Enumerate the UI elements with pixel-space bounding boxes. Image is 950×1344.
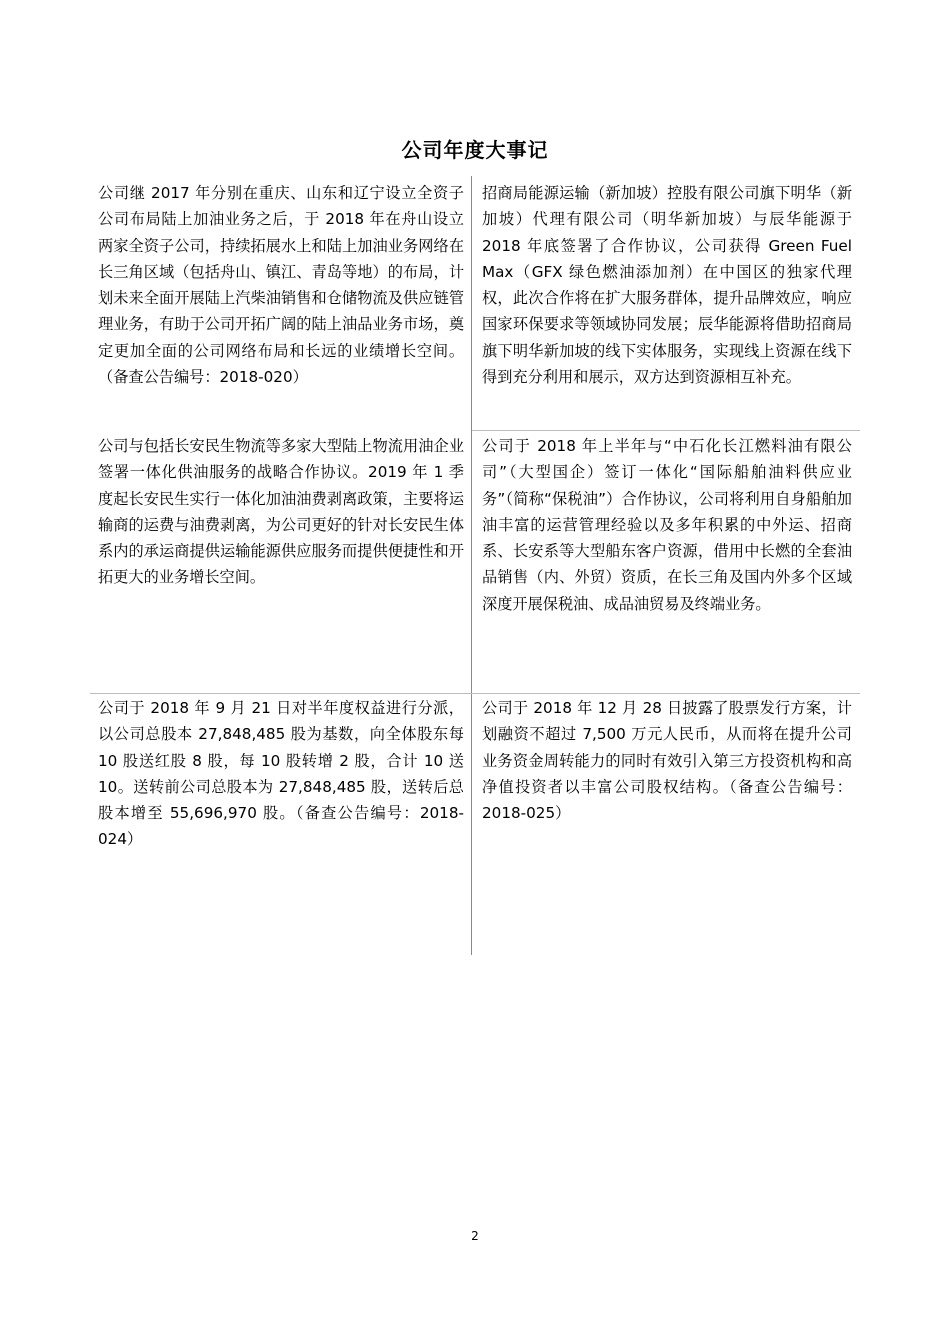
page-title: 公司年度大事记: [401, 138, 549, 162]
events-table: [90, 176, 860, 955]
event-cell-2-right: 公司于 2018 年上半年与“中石化长江燃料油有限公司”（大型国企）签订一体化“国际船舶油料供应业务”（简称“保税油”）合作协议，公司将利用自身船舶加油丰富的运营管理经验以及多年积累的中外运、招商系、长安系等大型船东客户资源，借用中长燃的全套油品销售（内、外贸）资质，在长三角及国内外多个区域深度开展保税油、成品油贸易及终端业务。: [482, 437, 852, 613]
event-cell-2-left: 公司与包括长安民生物流等多家大型陆上物流用油企业签署一体化供油服务的战略合作协议。2019 年 1 季度起长安民生实行一体化加油油费剥离政策，主要将运输商的运费与油费剥离，为公司更好的针对长安民生体系内的承运商提供运输能源供应服务而提供便捷性和开拓更大的业务增长空间。: [98, 437, 464, 587]
event-cell-1-left: 公司继 2017 年分别在重庆、山东和辽宁设立全资子公司布局陆上加油业务之后，于 2018 年在舟山设立两家全资子公司，持续拓展水上和陆上加油业务网络在长三角区域（包括舟山、镇江、青岛等地）的布局，计划未来全面开展陆上汽柴油销售和仓储物流及供应链管理业务，有助于公司开拓广阔的陆上油品业务市场，奠定更加全面的公司网络布局和长远的业绩增长空间。（备查公告编号：2018-020）: [98, 184, 464, 387]
event-cell-3-left: 公司于 2018 年 9 月 21 日对半年度权益进行分派，以公司总股本 27,848,485 股为基数，向全体股东每 10 股送红股 8 股，每 10 股转增 2 股，合计 10 送 10。送转前公司总股本为 27,848,485 股，送转后总股本增至 55,696,970 股。（备查公告编号：2018-024）: [98, 699, 464, 849]
event-cell-1-right: 招商局能源运输（新加坡）控股有限公司旗下明华（新加坡）代理有限公司（明华新加坡）与辰华能源于 2018 年底签署了合作协议，公司获得 Green Fuel Max（GFX 绿色燃油添加剂）在中国区的独家代理权，此次合作将在扩大服务群体，提升品牌效应，响应国家环保要求等领域协同发展；辰华能源将借助招商局旗下明华新加坡的线下实体服务，实现线上资源在线下得到充分利用和展示，双方达到资源相互补充。: [482, 184, 852, 387]
event-cell-3-right: 公司于 2018 年 12 月 28 日披露了股票发行方案，计划融资不超过 7,500 万元人民币，从而将在提升公司业务资金周转能力的同时有效引入第三方投资机构和高净值投资者以丰富公司股权结构。（备查公告编号：2018-025）: [482, 699, 852, 823]
row-divider: [472, 430, 860, 431]
row-divider: [90, 693, 860, 694]
page-number: 2: [471, 1229, 479, 1243]
column-divider: [471, 176, 472, 955]
